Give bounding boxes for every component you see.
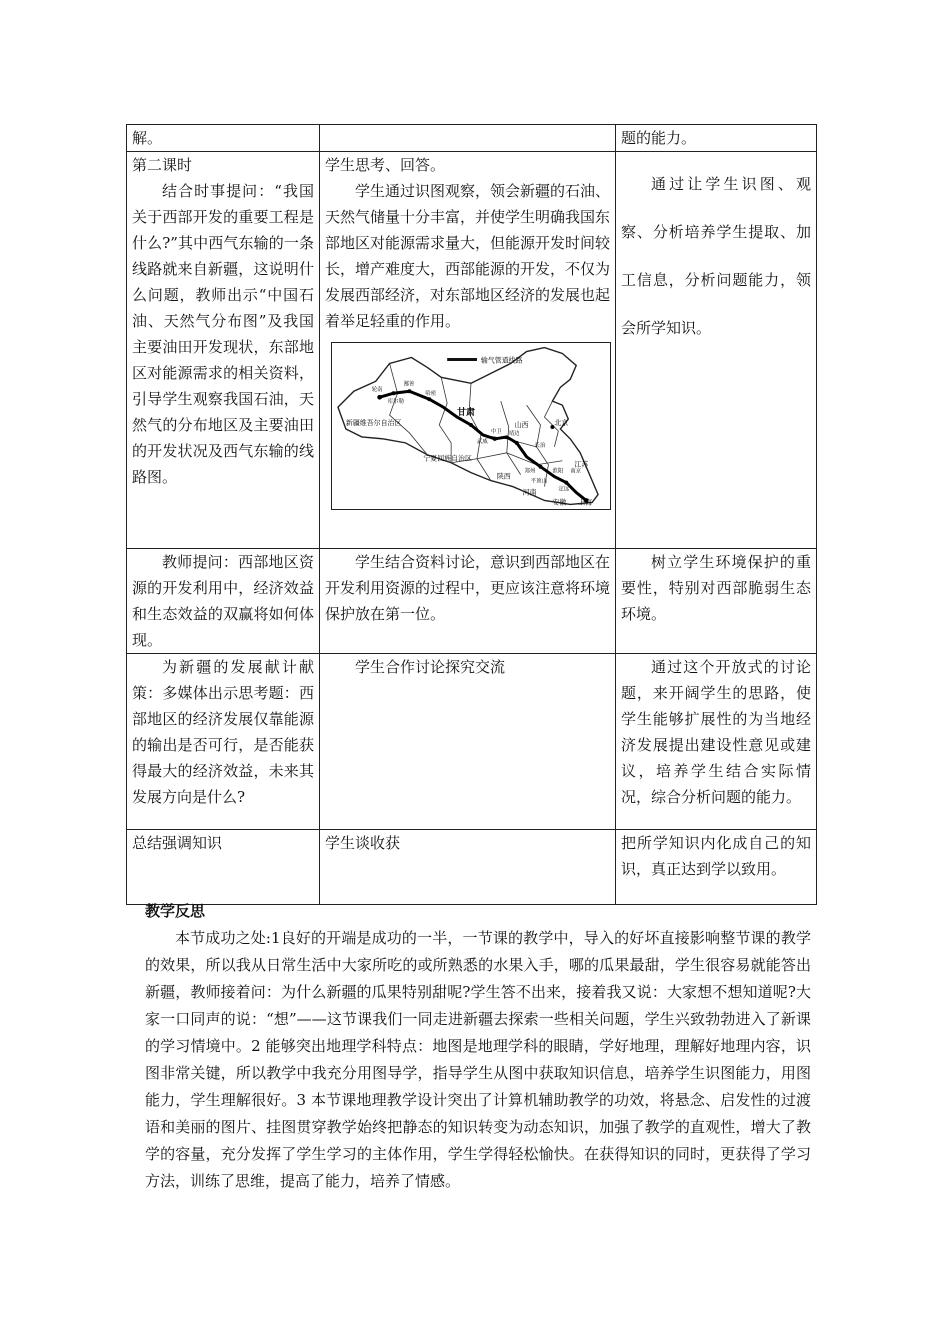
map-label: 平顶山	[530, 478, 547, 485]
map-label: 南京	[570, 468, 582, 475]
map-label: 陕西	[496, 472, 511, 481]
student-activity-line: 学生思考、回答。	[325, 156, 446, 174]
student-activity-text: 学生结合资料讨论，意识到西部地区在开发利用资源的过程中，更应该注意将环境保护放在第一位。	[325, 553, 611, 623]
map-label: 中卫	[490, 428, 502, 435]
map-legend: 输气管道线路	[480, 356, 523, 365]
map-label: 江苏	[574, 460, 589, 469]
lesson-table	[126, 124, 817, 905]
cell-student	[320, 549, 616, 654]
teacher-activity-text: 教师提问：西部地区资源的开发利用中，经济效益和生态效益的双赢将如何体现。	[132, 553, 314, 649]
map-label: 长治	[534, 442, 546, 449]
teacher-activity-text: 为新疆的发展献计献策：多媒体出示思考题：西部地区的经济发展仅靠能源的输出是否可行，是否能获得最大的经济效益，未来其发展方向是什么?	[132, 658, 314, 806]
cell-purpose	[616, 830, 817, 905]
gas-pipeline-map	[331, 342, 611, 510]
cell-student	[320, 654, 616, 830]
student-activity-text: 学生谈收获	[325, 834, 401, 852]
reflection-title: 教学反思	[145, 902, 206, 920]
map-label: 哈密	[425, 391, 437, 398]
map-label: 甘肃	[457, 408, 475, 419]
student-activity-text: 学生通过识图观察，领会新疆的石油、天然气储量十分丰富，并使学生明确我国东部地区对能源需求量大，但能源开发时间较长，增产难度大，西部能源的开发，不仅为发展西部经济，对东部地区经济的发展也起着举足轻重的作用。	[325, 182, 611, 330]
station-dot	[427, 397, 431, 401]
map-label: 宁夏回族自治区	[423, 454, 472, 463]
map-label: 淮阳	[552, 468, 564, 475]
map-label: 靖边	[508, 430, 520, 437]
purpose-text: 树立学生环境保护的重要性，特别对西部脆弱生态环境。	[621, 553, 811, 623]
purpose-text: 把所学知识内化成自己的知识，真正达到学以致用。	[621, 834, 811, 878]
cell-purpose	[616, 654, 817, 830]
map-label: 河南	[522, 488, 537, 497]
map-label: 定远	[558, 486, 570, 493]
map-label: 新疆维吾尔自治区	[345, 419, 402, 428]
map-label: 库尔勒	[387, 399, 404, 406]
station-dot	[392, 391, 396, 395]
station-dot	[515, 441, 519, 445]
purpose-text: 通过这个开放式的讨论题，来开阔学生的思路，使学生能够扩展性的为当地经济发展提出建设性意见或建议，培养学生结合实际情况，综合分析问题的能力。	[621, 658, 811, 806]
map-label: 武威	[476, 438, 488, 445]
map-label: 安徽	[552, 498, 567, 507]
map-label: 北京	[554, 419, 569, 428]
teaching-reflection	[145, 898, 811, 1195]
station-dot	[539, 465, 543, 469]
cell-purpose	[616, 152, 817, 549]
cell-student	[320, 152, 616, 549]
reflection-body: 本节成功之处:1良好的开端是成功的一半，一节课的教学中，导入的好坏直接影响整节课的教学的效果，所以我从日常生活中大家所吃的或所熟悉的水果入手，哪的瓜果最甜，学生很容易就能答出新疆，教师接着问：为什么新疆的瓜果特别甜呢?学生答不出来，接着我又说：大家想不想知道呢?大家一口同声的说：“想”——这节课我们一同走进新疆去探索一些相关问题，学生兴致勃勃进入了新课的学习情境中。2 能够突出地理学科特点：地图是地理学科的眼睛，学好地理，理解好地理内容，识图非常关键，所以教学中我充分用图导学，指导学生从图中获取知识信息，培养学生识图能力，用图能力，学生理解很好。3 本节课地理教学设计突出了计算机辅助教学的功效，将悬念、启发性的过渡语和美丽的图片、挂图贯穿教学始终把静态的知识转变为动态知识，加强了教学的直观性，增大了教学的容量，充分发挥了学生学习的主体作用，学生学得轻松愉快。在获得知识的同时，更获得了学习方法，训练了思维，提高了能力，培养了情感。	[145, 929, 811, 1190]
table-row	[127, 654, 817, 830]
cell-text: 题的能力。	[621, 129, 697, 147]
student-activity-text: 学生合作讨论探究交流	[355, 658, 506, 676]
map-label: 鄯善	[403, 381, 415, 388]
map-label: 郑州	[524, 468, 536, 475]
map-label: 上海	[578, 498, 593, 507]
map-label: 山西	[514, 420, 529, 429]
table-row	[127, 549, 817, 654]
cell-teacher	[127, 830, 320, 905]
lesson-title: 第二课时	[132, 156, 193, 174]
cell-teacher	[127, 654, 320, 830]
cell-purpose	[616, 549, 817, 654]
station-dot	[469, 423, 473, 427]
cell-text: 解。	[132, 129, 163, 147]
cell-purpose	[616, 125, 817, 152]
station-dot	[493, 437, 497, 441]
station-dot	[377, 395, 382, 400]
cell-teacher	[127, 549, 320, 654]
table-row	[127, 830, 817, 905]
table-row	[127, 152, 817, 549]
cell-teacher	[127, 125, 320, 152]
cell-student	[320, 125, 616, 152]
cell-student	[320, 830, 616, 905]
table-row	[127, 125, 817, 152]
cell-teacher	[127, 152, 320, 549]
purpose-text: 通过让学生识图、观察、分析培养学生提取、加工信息，分析问题能力，领会所学知识。	[621, 175, 811, 337]
teacher-activity-text: 结合时事提问：“我国关于西部开发的重要工程是什么?”其中西气东输的一条线路就来自新疆，这说明什么问题，教师出示“中国石油、天然气分布图”及我国主要油田开发现状，东部地区对能源需求的相关资料，引导学生观察我国石油，天然气的分布地区及主要油田的开发状况及西气东输的线路图。	[132, 182, 314, 486]
station-dot	[564, 481, 568, 485]
station-dot	[407, 389, 411, 393]
teacher-activity-text: 总结强调知识	[132, 834, 223, 852]
map-label: 轮南	[371, 387, 383, 394]
